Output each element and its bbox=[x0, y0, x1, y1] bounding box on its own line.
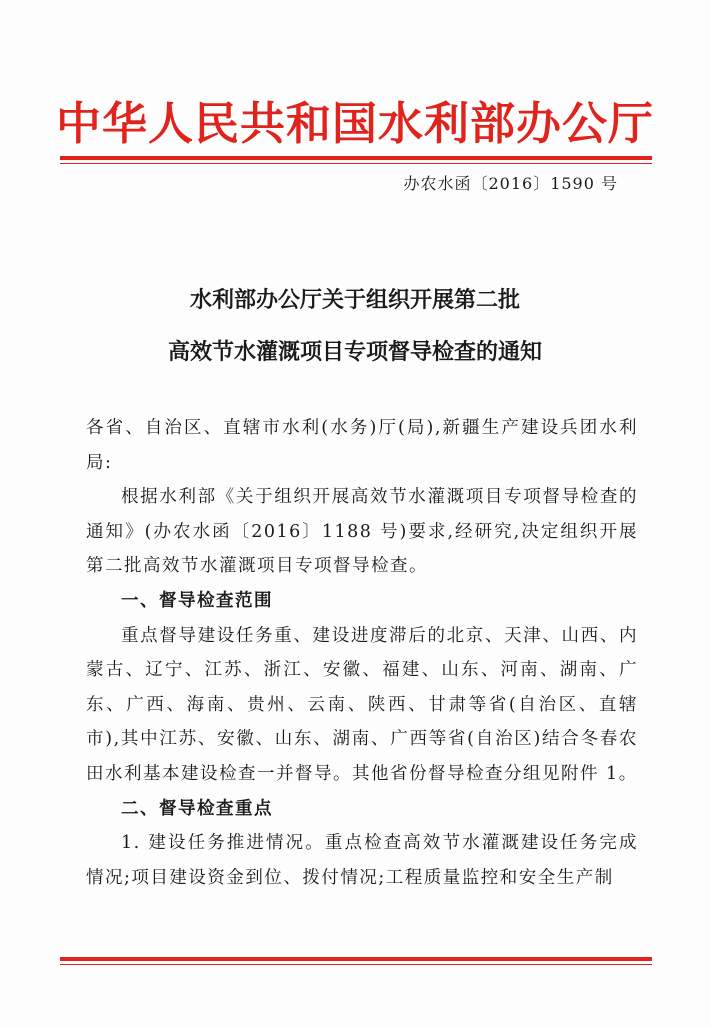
section-1-heading: 一、督导检查范围 bbox=[121, 590, 273, 611]
document-number: 办农水函〔2016〕1590 号 bbox=[403, 174, 618, 193]
section-1-paragraph: 重点督导建设任务重、建设进度滞后的北京、天津、山西、内蒙古、辽宁、江苏、浙江、安徽、福建、山东、河南、湖南、广东、广西、海南、贵州、云南、陕西、甘肃等省(自治区、直辖市),其中江苏、安徽、山东、湖南、广西等省(自治区)结合冬春农田水利基本建设检查一并督导。其他省份督导检查分组见附件 1。 bbox=[86, 625, 638, 784]
footer-rule-thick bbox=[60, 957, 652, 961]
intro-paragraph: 根据水利部《关于组织开展高效节水灌溉项目专项督导检查的通知》(办农水函〔2016〕1188 号)要求,经研究,决定组织开展第二批高效节水灌溉项目专项督导检查。 bbox=[86, 487, 638, 577]
section-2-heading: 二、督导检查重点 bbox=[121, 798, 273, 819]
letterhead-issuer: 中华人民共和国水利部办公厅 bbox=[55, 97, 654, 150]
letterhead-rule-thick bbox=[60, 156, 652, 160]
section-2-item-1: 1. 建设任务推进情况。重点检查高效节水灌溉建设任务完成情况;项目建设资金到位、拨付情况;工程质量监控和安全生产制 bbox=[86, 833, 638, 888]
document-title-line-2: 高效节水灌溉项目专项督导检查的通知 bbox=[167, 339, 542, 365]
document-title-line-1: 水利部办公厅关于组织开展第二批 bbox=[189, 287, 520, 313]
footer-rule-thin bbox=[60, 964, 652, 965]
document-body bbox=[86, 411, 638, 895]
letterhead-rule-thin bbox=[60, 163, 652, 164]
addressee: 各省、自治区、直辖市水利(水务)厅(局),新疆生产建设兵团水利局: bbox=[86, 418, 638, 473]
